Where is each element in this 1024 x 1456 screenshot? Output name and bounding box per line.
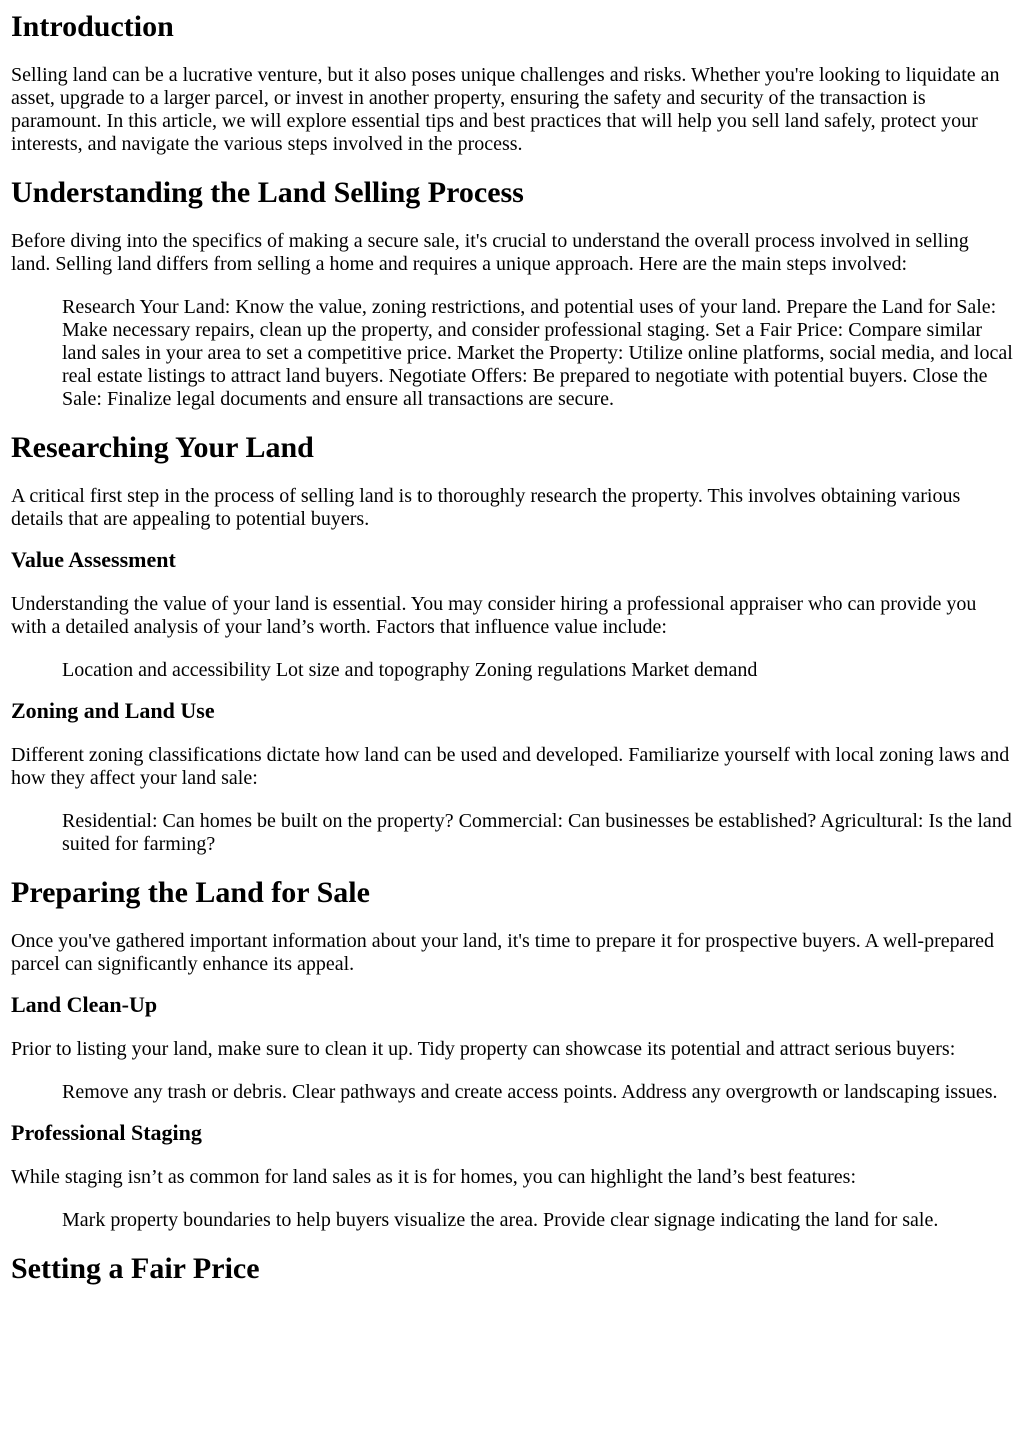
quote-process-steps: Research Your Land: Know the value, zoning restrictions, and potential uses of your land. Prepare the Land for Sale: Make necessary repairs, clean up the property, and consider professional staging. Set a Fair Price: Compare similar land sales in your area to set a competitive price. Market the Property: Utilize online platforms, social media, and local real estate listings to attract land buyers. Negotiate Offers: Be prepared to negotiate with potential buyers. Close the Sale: Finalize legal documents and ensure all transactions are secure. xyxy=(62,296,1013,410)
quote-staging-tips: Mark property boundaries to help buyers visualize the area. Provide clear signage indicating the land for sale. xyxy=(62,1209,939,1231)
paragraph-zoning-land-use: Different zoning classifications dictate how land can be used and developed. Familiarize yourself with local zoning laws and how they affect your land sale: xyxy=(11,744,1010,789)
paragraph-introduction: Selling land can be a lucrative venture, but it also poses unique challenges and risks. Whether you're looking to liquidate an asset, upgrade to a larger parcel, or invest in another property, ensuring the safety and security of the transaction is paramount. In this article, we will explore essential tips and best practices that will help you sell land safely, protect your interests, and navigate the various steps involved in the process. xyxy=(11,64,1000,155)
paragraph-land-clean-up: Prior to listing your land, make sure to clean it up. Tidy property can showcase its potential and attract serious buyers: xyxy=(11,1038,956,1060)
paragraph-preparing-land: Once you've gathered important information about your land, it's time to prepare it for prospective buyers. A well-prepared parcel can significantly enhance its appeal. xyxy=(11,930,995,975)
quote-clean-up-tasks: Remove any trash or debris. Clear pathways and create access points. Address any overgrowth or landscaping issues. xyxy=(62,1081,998,1103)
paragraph-researching-land: A critical first step in the process of selling land is to thoroughly research the property. This involves obtaining various details that are appealing to potential buyers. xyxy=(11,485,961,530)
section-heading-introduction: Introduction xyxy=(11,10,174,43)
subheading-land-clean-up: Land Clean-Up xyxy=(11,992,158,1017)
section-heading-understanding-process: Understanding the Land Selling Process xyxy=(11,176,524,209)
section-heading-setting-price: Setting a Fair Price xyxy=(11,1252,260,1285)
quote-value-factors: Location and accessibility Lot size and topography Zoning regulations Market demand xyxy=(62,659,758,681)
paragraph-value-assessment: Understanding the value of your land is essential. You may consider hiring a professional appraiser who can provide you with a detailed analysis of your land’s worth. Factors that influence value include: xyxy=(11,593,977,638)
paragraph-professional-staging: While staging isn’t as common for land sales as it is for homes, you can highlight the land’s best features: xyxy=(11,1166,857,1188)
section-heading-preparing-land: Preparing the Land for Sale xyxy=(11,876,370,909)
quote-zoning-types: Residential: Can homes be built on the property? Commercial: Can businesses be established? Agricultural: Is the land suited for farming? xyxy=(62,810,1012,855)
section-heading-researching-land: Researching Your Land xyxy=(11,431,314,464)
subheading-value-assessment: Value Assessment xyxy=(11,547,176,572)
article xyxy=(0,10,1024,1286)
subheading-zoning-land-use: Zoning and Land Use xyxy=(11,698,215,723)
paragraph-understanding-process: Before diving into the specifics of making a secure sale, it's crucial to understand the overall process involved in selling land. Selling land differs from selling a home and requires a unique approach. Here are the main steps involved: xyxy=(11,230,969,275)
subheading-professional-staging: Professional Staging xyxy=(11,1120,202,1145)
